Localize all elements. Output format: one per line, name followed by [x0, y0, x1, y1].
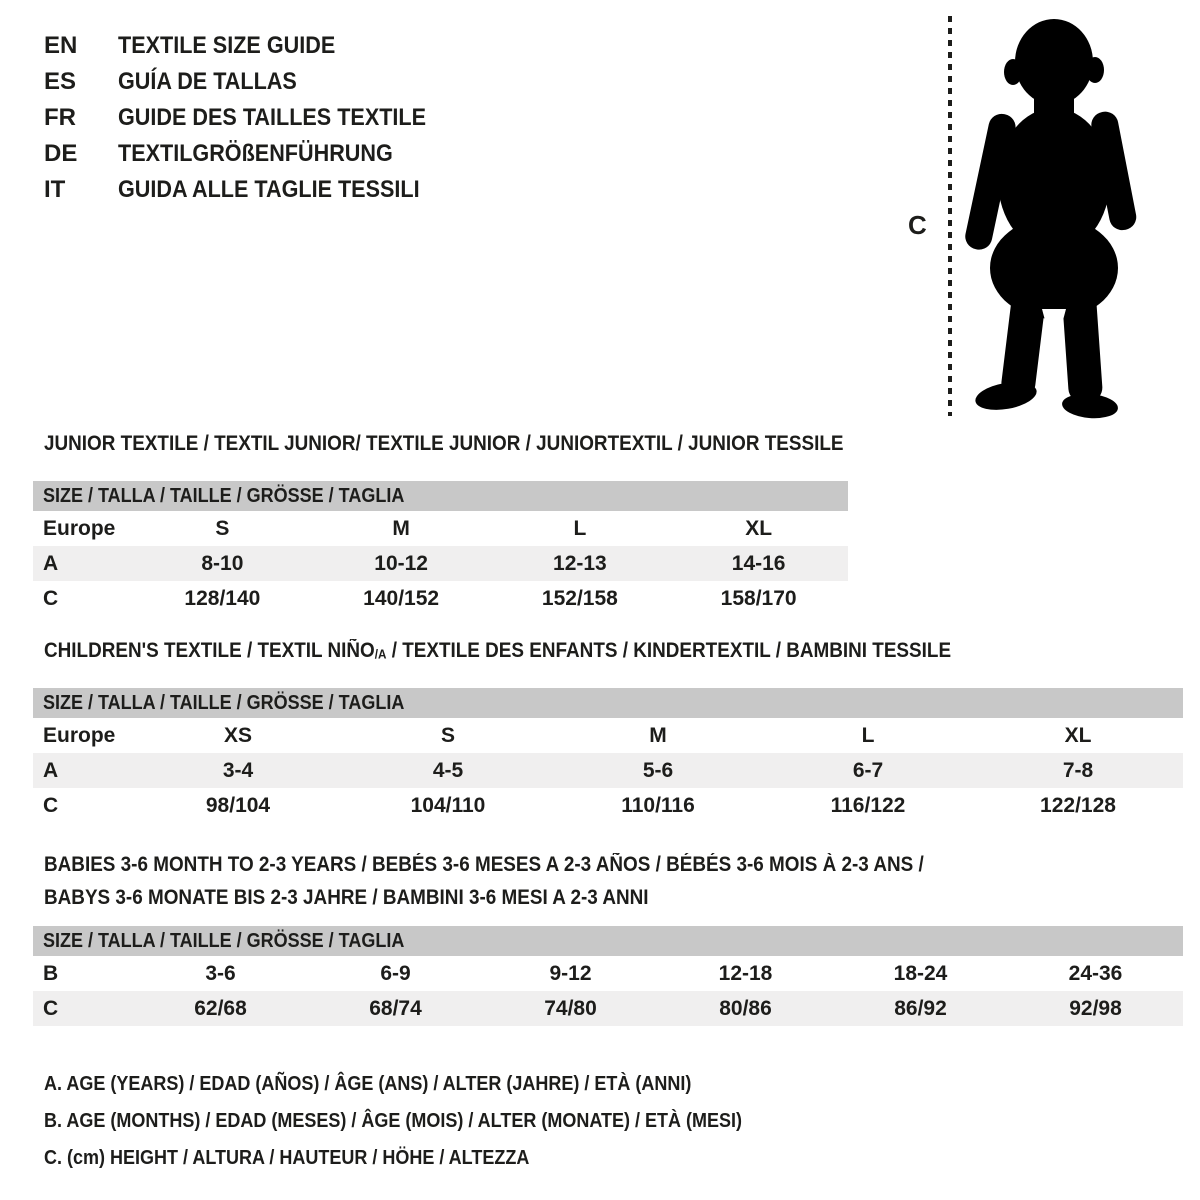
guide-title: GUIDE DES TAILLES TEXTILE — [118, 104, 427, 131]
value-cell: XL — [1064, 723, 1092, 747]
value-cell: 12-13 — [553, 551, 607, 575]
table-row — [33, 511, 848, 546]
children-size-table — [33, 688, 1183, 823]
value-cell: 62/68 — [194, 996, 247, 1020]
value-cell: 110/116 — [621, 793, 695, 817]
junior-section-title: JUNIOR TEXTILE / TEXTIL JUNIOR/ TEXTILE JUNIOR / JUNIORTEXTIL / JUNIOR TESSILE — [44, 432, 844, 455]
row-label: Europe — [43, 516, 116, 540]
nino-a-subscript: /A — [374, 646, 387, 662]
legend-line-b: B. AGE (MONTHS) / EDAD (MESES) / ÂGE (MOIS) / ALTER (MONATE) / ETÀ (MESI) — [44, 1110, 742, 1132]
children-table-rows — [33, 718, 1183, 823]
value-cell: S — [215, 516, 230, 540]
row-label: B — [43, 961, 59, 985]
language-row — [44, 28, 460, 64]
value-cell: 6-7 — [852, 758, 884, 782]
value-cell: L — [861, 723, 875, 747]
value-cell: S — [440, 723, 455, 747]
table-row — [33, 581, 848, 616]
legend-line-a: A. AGE (YEARS) / EDAD (AÑOS) / ÂGE (ANS) / ALTER (JAHRE) / ETÀ (ANNI) — [44, 1073, 692, 1095]
height-measure-dashed-line — [948, 16, 952, 416]
value-cell: 9-12 — [549, 961, 592, 985]
language-code: ES — [44, 68, 77, 95]
table-row — [33, 546, 848, 581]
value-cell: 6-9 — [380, 961, 411, 985]
babies-size-table — [33, 926, 1183, 1026]
size-header-band: SIZE / TALLA / TAILLE / GRÖSSE / TAGLIA — [33, 688, 1183, 718]
row-label: A — [43, 758, 59, 782]
value-cell: 10-12 — [374, 551, 428, 575]
table-row — [33, 788, 1183, 823]
children-section-title: CHILDREN'S TEXTILE / TEXTIL NIÑO/A / TEXTILE DES ENFANTS / KINDERTEXTIL / BAMBINI TESSILE — [44, 639, 952, 662]
value-cell: 3-4 — [222, 758, 254, 782]
value-cell: 92/98 — [1069, 996, 1122, 1020]
guide-title: GUÍA DE TALLAS — [118, 68, 297, 95]
junior-table-rows — [33, 511, 848, 616]
size-header-band: SIZE / TALLA / TAILLE / GRÖSSE / TAGLIA — [33, 481, 848, 511]
value-cell: 74/80 — [544, 996, 597, 1020]
value-cell: 18-24 — [893, 961, 948, 985]
guide-title: GUIDA ALLE TAGLIE TESSILI — [118, 176, 420, 203]
value-cell: 68/74 — [369, 996, 422, 1020]
value-cell: 86/92 — [894, 996, 947, 1020]
height-measure-label: C — [908, 210, 927, 240]
value-cell: 5-6 — [642, 758, 674, 782]
value-cell: 24-36 — [1068, 961, 1123, 985]
value-cell: 140/152 — [363, 586, 440, 610]
row-label: A — [43, 551, 59, 575]
babies-section-title: BABIES 3-6 MONTH TO 2-3 YEARS / BEBÉS 3-6 MESES A 2-3 AÑOS / BÉBÉS 3-6 MOIS À 2-3 ANS / BABYS 3-6 MONATE BIS 2-3 JAHRE / BAMBINI 3-6 MESI A 2-3 ANNI — [44, 853, 924, 909]
value-cell: L — [573, 516, 587, 540]
value-cell: 3-6 — [205, 961, 236, 985]
value-cell: 152/158 — [541, 586, 618, 610]
table-row — [33, 991, 1183, 1026]
language-code: FR — [44, 104, 76, 131]
language-title-list — [44, 28, 460, 208]
value-cell: 4-5 — [432, 758, 464, 782]
legend-line-c: C. (cm) HEIGHT / ALTURA / HAUTEUR / HÖHE / ALTEZZA — [44, 1147, 530, 1169]
language-row — [44, 136, 460, 172]
value-cell: XL — [745, 516, 773, 540]
value-cell: 7-8 — [1062, 758, 1094, 782]
table-row — [33, 956, 1183, 991]
value-cell: 98/104 — [205, 793, 271, 817]
value-cell: 128/140 — [184, 586, 261, 610]
value-cell: XS — [223, 723, 252, 747]
row-label: C — [43, 793, 59, 817]
value-cell: 122/128 — [1040, 793, 1116, 817]
row-label: C — [43, 586, 59, 610]
guide-title: TEXTILGRÖßENFÜHRUNG — [118, 140, 393, 167]
language-row — [44, 172, 460, 208]
row-label: Europe — [43, 723, 116, 747]
value-cell: 158/170 — [720, 586, 797, 610]
value-cell: 12-18 — [718, 961, 773, 985]
language-code: DE — [44, 140, 78, 167]
language-code: EN — [44, 32, 78, 59]
value-cell: 80/86 — [719, 996, 772, 1020]
language-code: IT — [44, 176, 66, 203]
value-cell: M — [649, 723, 667, 747]
language-row — [44, 64, 460, 100]
toddler-silhouette — [962, 12, 1147, 422]
table-row — [33, 718, 1183, 753]
table-row — [33, 753, 1183, 788]
value-cell: 8-10 — [201, 551, 244, 575]
size-header-band: SIZE / TALLA / TAILLE / GRÖSSE / TAGLIA — [33, 926, 1183, 956]
language-row — [44, 100, 460, 136]
guide-title: TEXTILE SIZE GUIDE — [118, 32, 336, 59]
value-cell: 116/122 — [830, 793, 906, 817]
legend — [44, 1066, 820, 1177]
babies-table-rows — [33, 956, 1183, 1026]
junior-size-table — [33, 481, 848, 616]
row-label: C — [43, 996, 59, 1020]
value-cell: 14-16 — [731, 551, 786, 575]
value-cell: 104/110 — [410, 793, 486, 817]
value-cell: M — [392, 516, 410, 540]
